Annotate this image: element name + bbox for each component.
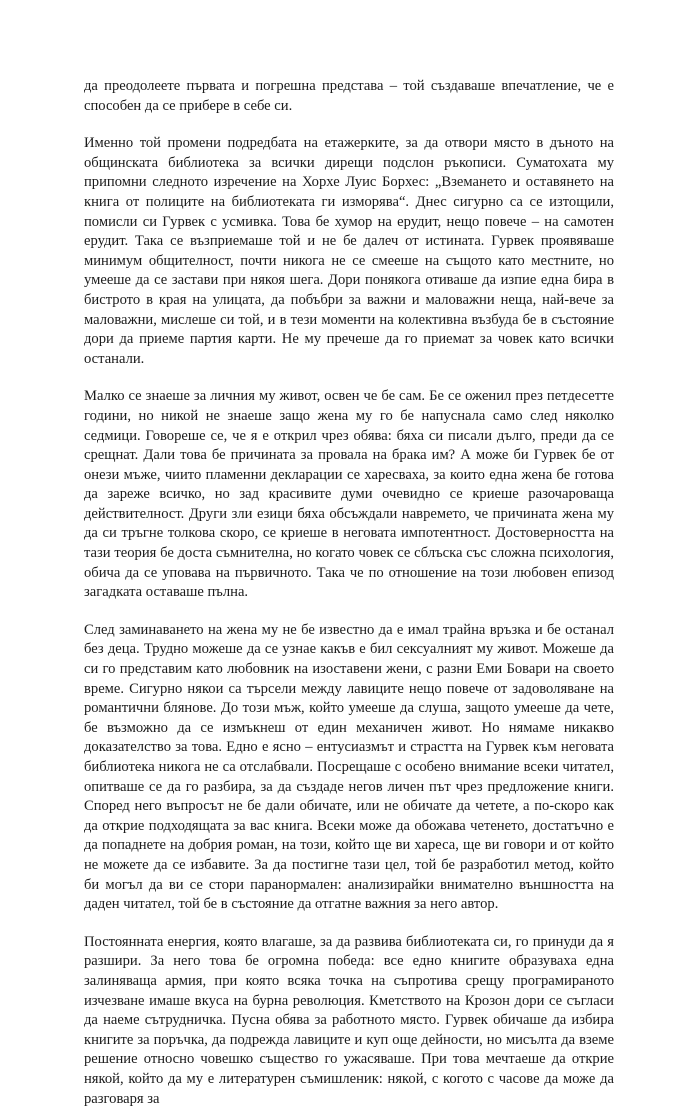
paragraph-5: Постоянната енергия, която влагаше, за да развива библиотеката си, го принуди да я разшири. За него това бе огромна победа: все едно книгите образуваха една залиняваща армия, при която всяка точка на съпротива срещу програмираното изчезване имаше вкуса на бурна революция. Кметството на Крозон дори се съгласи да наеме сътрудничка. Пусна обява за работното място. Гурвек обичаше да избира книгите за поръчка, да подрежда лавиците и куп още дейности, но мисълта да вземе решение относно човешко същество го ужасяваше. При това мечтаеше да открие някой, който да му е литературен съмишленик: някой, с когото с часове да може да разговаря за	[84, 933, 614, 1107]
document-page	[84, 77, 614, 1109]
paragraph-4: След заминаването на жена му не бе известно да е имал трайна връзка и бе останал без деца. Трудно можеше да се узнае какъв е бил сексуалният му живот. Можеше да си го представим като любовник на изоставени жени, с разни Еми Бовари на своето време. Сигурно някои са търсели между лавиците нещо повече от задоволяване на романтични блянове. До този мъж, който умееше да слуша, защото умееше да чете, бе възможно да се измъкнеш от един механичен живот. Но нямаме никакво доказателство за това. Едно е ясно – ентусиазмът и страстта на Гурвек към неговата библиотека никога не са отслабвали. Посрещаше с особено внимание всеки читател, опитваше се да го разбира, за да създаде негов личен път чрез предложение книги. Според него въпросът не бе дали обичате, или не обичате да четете, а по-скоро как да открие подходящата за вас книга. Всеки може да обожава четенето, достатъчно е да попаднете на добрия роман, на този, който ще ви хареса, ще ви говори и от който не можете да се избавите. За да постигне тази цел, той бе разработил метод, който би могъл да ви се стори паранормален: анализирайки внимателно външността на даден читател, той бе в състояние да отгатне важния за него автор.	[84, 621, 614, 913]
paragraph-2: Именно той промени подредбата на етажерките, за да отвори място в дъното на общинската библиотека за всички дирещи подслон ръкописи. Суматохата му припомни следното изречение на Хорхе Луис Борхес: „Вземането и оставянето на книга от полиците на библиотеката ги изморява“. Днес сигурно са се изтощили, помисли си Гурвек с усмивка. Това бе хумор на ерудит, нещо повече – на самотен ерудит. Така се възприемаше той и не бе далеч от истината. Гурвек проявяваше минимум общителност, почти никога не се смееше на същото като местните, но умееше да се застави при някоя шега. Дори понякога отиваше да изпие една бира в бистрото в края на улицата, да побъбри за важни и маловажни неща, най-вече за маловажни, мислеше си той, и в тези моменти на колективна възбуда бе в състояние дори да приеме партия карти. Не му пречеше да го приемат за човек като всички останали.	[84, 135, 614, 367]
paragraph-1: да преодолеете първата и погрешна представа – той създаваше впечатление, че е способен да се прибере в себе си.	[84, 78, 614, 114]
paragraph-3: Малко се знаеше за личния му живот, освен че бе сам. Бе се оженил през петдесетте години, но никой не знаеше защо жена му го бе напуснала само след няколко седмици. Говореше се, че я е открил чрез обява: бяха си писали дълго, преди да се срещнат. Дали това бе причината за провала на брака им? А може би Гурвек бе от онези мъже, чиито пламенни декларации се харесваха, за които една жена бе готова да зареже всичко, но зад красивите думи очевидно се криеше разочароваща действителност. Други зли езици бяха обсъждали навремето, че причината жена му да си тръгне толкова скоро, се криеше в неговата импотентност. Достоверността на тази теория бе доста съмнителна, но когато човек се сблъска със сложна психология, обича да се уповава на първичното. Така че по отношение на този любовен епизод загадката оставаше пълна.	[84, 388, 614, 601]
